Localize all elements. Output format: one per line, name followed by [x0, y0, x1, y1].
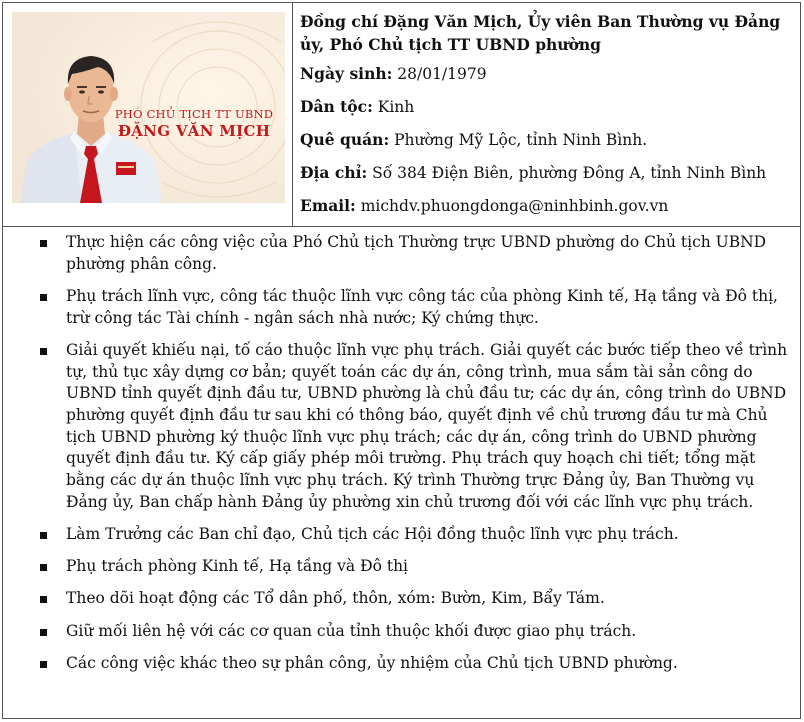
email-value[interactable]: michdv.phuongdonga@ninhbinh.gov.vn	[360, 197, 669, 215]
birth-date-row	[300, 64, 796, 84]
bullet-icon	[40, 629, 47, 636]
email-row	[300, 196, 796, 216]
bullet-icon	[40, 294, 47, 301]
address-row	[300, 163, 796, 183]
list-item	[0, 588, 804, 610]
list-item	[0, 232, 804, 275]
duties-list	[0, 232, 804, 685]
bullet-icon	[40, 564, 47, 571]
duty-text: Theo dõi hoạt động các Tổ dân phố, thôn, xóm: Bườn, Kim, Bẩy Tám.	[66, 589, 605, 608]
duty-text: Làm Trưởng các Ban chỉ đạo, Chủ tịch các Hội đồng thuộc lĩnh vực phụ trách.	[66, 524, 679, 543]
bullet-icon	[40, 661, 47, 668]
list-item	[0, 621, 804, 643]
bullet-icon	[40, 596, 47, 603]
list-item	[0, 524, 804, 546]
bullet-icon	[40, 348, 47, 355]
bullet-icon	[40, 532, 47, 539]
list-item	[0, 653, 804, 675]
field-label: Email:	[300, 196, 356, 215]
field-label: Quê quán:	[300, 130, 390, 149]
portrait-photo	[12, 12, 285, 203]
duty-text: Phụ trách lĩnh vực, công tác thuộc lĩnh vực công tác của phòng Kinh tế, Hạ tầng và Đô thị, trừ công tác Tài chính - ngân sách nhà nước; Ký chứng thực.	[66, 286, 778, 327]
list-item	[0, 556, 804, 578]
duty-text: Giữ mối liên hệ với các cơ quan của tỉnh thuộc khối được giao phụ trách.	[66, 621, 637, 640]
birth-date-value: 28/01/1979	[397, 65, 487, 83]
bullet-icon	[40, 240, 47, 247]
field-label: Địa chỉ:	[300, 163, 368, 182]
table-column-divider	[292, 2, 293, 227]
photo-caption	[109, 107, 279, 140]
field-label: Dân tộc:	[300, 97, 373, 116]
ethnicity-row	[300, 97, 796, 117]
list-item	[0, 286, 804, 329]
profile-title: Đồng chí Đặng Văn Mịch, Ủy viên Ban Thường vụ Đảng ủy, Phó Chủ tịch TT UBND phường	[300, 12, 781, 54]
hometown-value: Phường Mỹ Lộc, tỉnh Ninh Bình.	[394, 131, 648, 149]
photo-caption-name: ĐẶNG VĂN MỊCH	[117, 122, 271, 140]
list-item	[0, 340, 804, 514]
field-label: Ngày sinh:	[300, 64, 393, 83]
duty-text: Giải quyết khiếu nại, tố cáo thuộc lĩnh vực phụ trách. Giải quyết các bước tiếp theo về trình tự, thủ tục xây dựng cơ bản; quyết toán các dự án, công trình, mua sắm tài sản công do UBND tỉnh quyết định đầu tư, UBND phường là chủ đầu tư; các dự án, công trình do UBND phường quyết định đầu tư sau khi có thông báo, quyết định về chủ trương đầu tư mà Chủ tịch UBND phường ký thuộc lĩnh vực phụ trách; các dự án, công trình do UBND phường quyết định đầu tư. Ký cấp giấy phép môi trường. Phụ trách quy hoạch chi tiết; tổng mặt bằng các dự án thuộc lĩnh vực phụ trách. Ký trình Thường trực Đảng ủy, Ban Thường vụ Đảng ủy, Ban chấp hành Đảng ủy phường xin chủ trương đối với các lĩnh vực phụ trách.	[66, 340, 788, 511]
profile-info	[300, 10, 796, 229]
photo-caption-position: PHÓ CHỦ TỊCH TT UBND	[114, 107, 274, 121]
ethnicity-value: Kinh	[377, 98, 415, 116]
duty-text: Thực hiện các công việc của Phó Chủ tịch Thường trực UBND phường do Chủ tịch UBND phường phân công.	[66, 233, 767, 273]
address-value: Số 384 Điện Biên, phường Đông A, tỉnh Ninh Bình	[372, 164, 767, 182]
duty-text: Phụ trách phòng Kinh tế, Hạ tầng và Đô thị	[66, 557, 409, 576]
hometown-row	[300, 130, 796, 150]
duty-text: Các công việc khác theo sự phân công, ủy nhiệm của Chủ tịch UBND phường.	[66, 653, 678, 672]
